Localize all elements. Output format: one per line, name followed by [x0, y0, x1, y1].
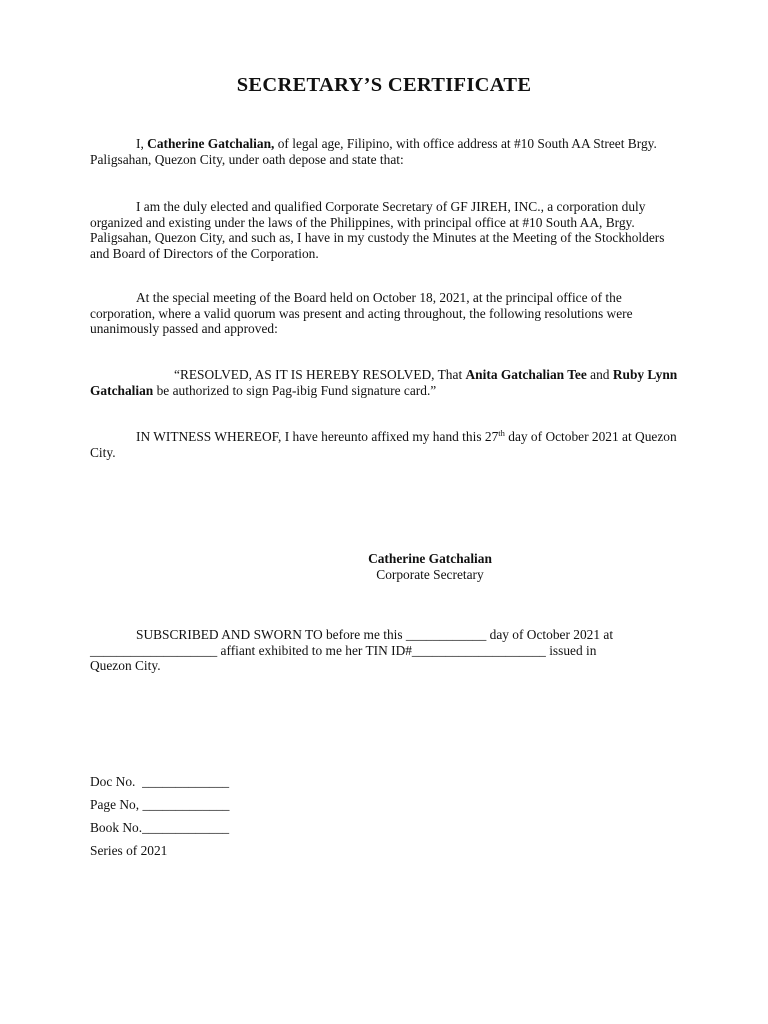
- jurat-line-2: ___________________ affiant exhibited to me her TIN ID#____________________ issued in: [90, 642, 597, 658]
- document-title: SECRETARY’S CERTIFICATE: [236, 74, 532, 96]
- doc-number: Doc No. _____________: [90, 774, 230, 789]
- witness-post: day of October 2021 at Quezon City.: [90, 429, 677, 460]
- secretary-text: I am the duly elected and qualified Corporate Secretary of GF JIREH, INC., a corporation duly organized and existing under the laws of the Philippines, with principal office at #10 South AA, Brgy. Paligsahan, Quezon City, and such as, I have in my custody the Minutes at the Meeting of the Stockholders and Board of Directors of the Corporation.: [90, 199, 665, 261]
- resolution-paragraph: [90, 367, 680, 398]
- resolution-pre: “RESOLVED, AS IT IS HEREBY RESOLVED, That: [174, 367, 466, 382]
- jurat-paragraph: [90, 627, 680, 674]
- authorized-signatory-2: Ruby Lynn Gatchalian: [90, 367, 678, 398]
- authorized-signatory-1: Anita Gatchalian Tee: [465, 367, 587, 382]
- ordinal-suffix: th: [498, 428, 505, 438]
- intro-paragraph: [90, 136, 680, 167]
- meeting-text: At the special meeting of the Board held on October 18, 2021, at the principal office of the corporation, where a valid quorum was present and acting throughout, the following resolutions were unanimously passed and approved:: [90, 290, 633, 337]
- jurat-line-1: SUBSCRIBED AND SWORN TO before me this ____________ day of October 2021 at: [136, 627, 614, 642]
- secretary-paragraph: [90, 199, 680, 261]
- intro-pre: I,: [136, 136, 148, 151]
- signatory-name: Catherine Gatchalian: [368, 551, 492, 566]
- jurat-line-3: Quezon City.: [90, 658, 161, 674]
- notarial-register: [90, 774, 229, 866]
- signatory-role: Corporate Secretary: [376, 566, 484, 582]
- series-year: Series of 2021: [90, 843, 168, 858]
- meeting-paragraph: [90, 290, 680, 337]
- affiant-name: Catherine Gatchalian,: [147, 136, 275, 151]
- signature-block: [330, 551, 530, 582]
- resolution-post: be authorized to sign Pag-ibig Fund signature card.”: [153, 382, 437, 398]
- resolution-mid: and: [586, 367, 613, 382]
- intro-post: of legal age, Filipino, with office address at #10 South AA Street Brgy. Paligsahan, Quezon City, under oath depose and state that:: [90, 136, 657, 167]
- witness-paragraph: [90, 429, 680, 460]
- page-number: Page No, _____________: [90, 797, 230, 812]
- witness-pre: IN WITNESS WHEREOF, I have hereunto affixed my hand this 27: [136, 429, 499, 444]
- book-number: Book No._____________: [90, 820, 230, 835]
